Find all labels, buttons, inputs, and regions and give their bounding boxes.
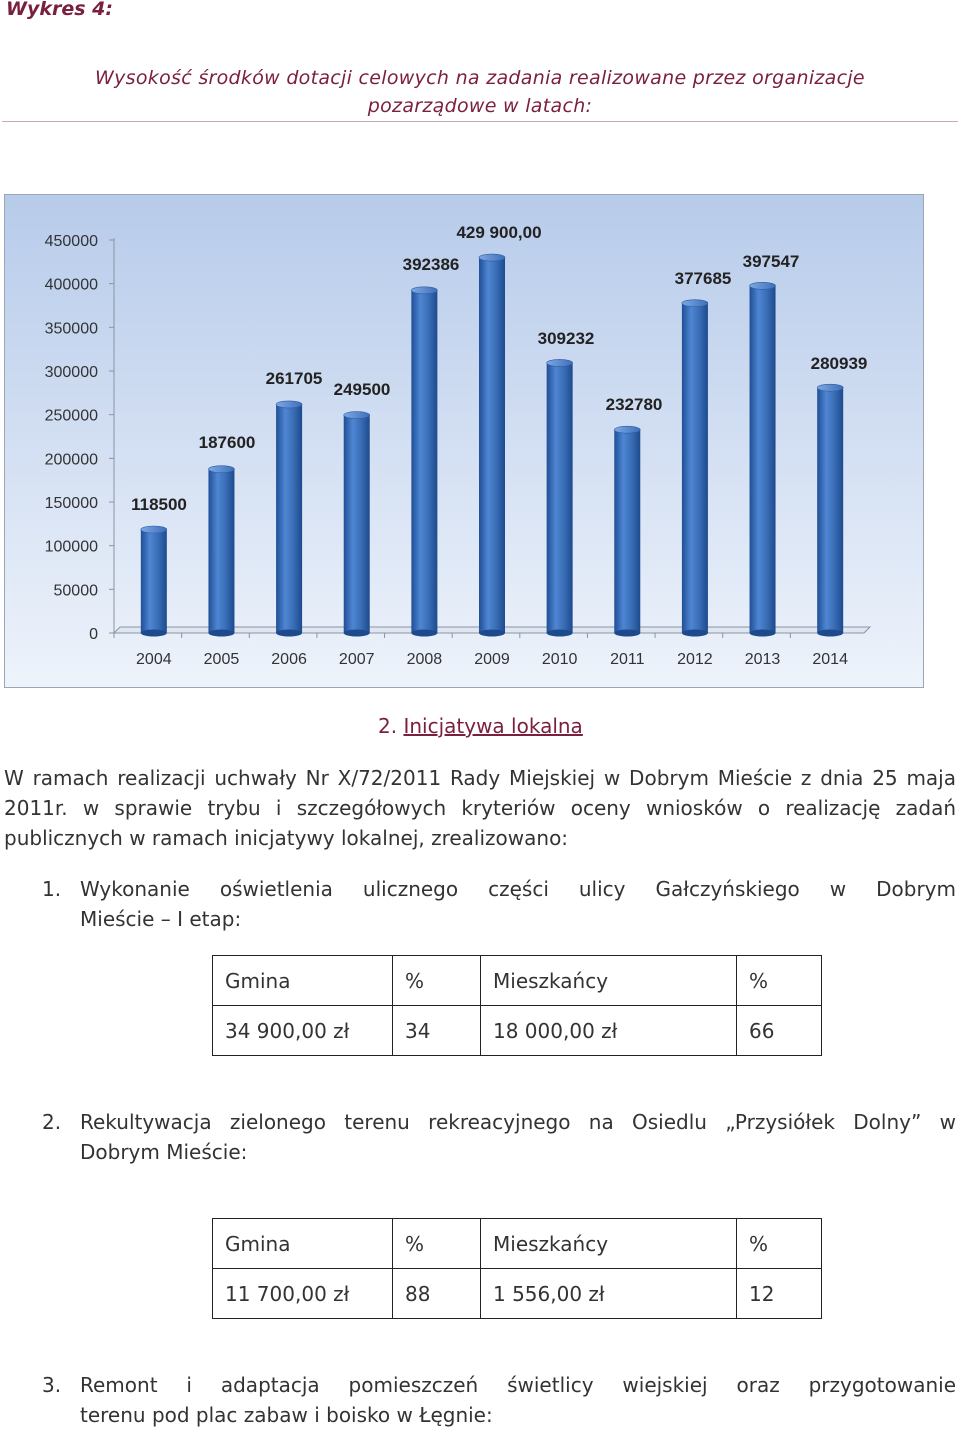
data-label: 397547 [742,252,800,271]
bar-base [141,630,167,637]
table-header-cell: Mieszkańcy [481,1219,737,1269]
x-tick-label: 2014 [812,651,848,668]
bar [208,469,234,633]
bar-cap [547,359,573,366]
bar-base [614,630,640,637]
bar [276,404,302,633]
y-tick-label: 450000 [44,233,98,250]
x-tick-label: 2008 [406,651,443,668]
list-item [42,874,956,934]
bar-cap [141,526,167,533]
x-tick-label: 2005 [203,651,240,668]
figure-label: Wykres 4: [6,0,113,20]
bar-cap [276,401,302,408]
y-tick-label: 50000 [53,582,98,600]
data-label: 309232 [537,329,595,348]
bar-base [817,630,843,637]
section-number: 2. [378,714,398,738]
bar-base [479,630,505,637]
bar [547,363,573,633]
list-item-text-line-1: Rekultywacja zielonego terenu rekreacyjnego na Osiedlu „Przysiółek Dolny” w [80,1110,956,1134]
funding-table-1 [212,955,822,1056]
bar-base [344,630,370,637]
figure-title-line-2: pozarządowe w latach: [367,95,593,117]
bar-cap [344,412,370,419]
bar-cap [208,466,234,473]
y-tick-label: 350000 [44,320,98,338]
bar-cap [817,384,843,391]
bar-base [208,630,234,637]
table-cell: 1 556,00 zł [481,1269,737,1319]
list-item [42,1370,956,1430]
x-tick-label: 2006 [271,651,307,668]
list-item-number: 2. [42,1110,62,1134]
bar-cap [411,287,437,294]
bar [682,303,708,633]
figure-title [20,64,940,120]
section-title: Inicjatywa lokalna [403,714,583,738]
bar-cap [682,300,708,307]
data-label: 261705 [265,369,323,388]
x-tick-label: 2007 [338,651,375,668]
bar-cap [750,282,776,289]
table-cell: 12 [737,1269,822,1319]
y-tick-label: 150000 [44,495,98,512]
title-divider [2,121,958,122]
figure-title-line-1: Wysokość środków dotacji celowych na zadania realizowane przez organizacje [95,67,865,89]
table-header-cell: % [737,1219,822,1269]
list-item [42,1107,956,1167]
bar-base [750,630,776,637]
data-label: 187600 [198,433,256,452]
table-header-cell: % [393,1219,481,1269]
bar [614,430,640,633]
table-cell: 18 000,00 zł [481,1006,737,1056]
list-item-text-line-2: Mieście – I etap: [80,907,242,931]
y-tick-label: 200000 [44,451,98,469]
y-tick-label: 250000 [44,407,98,425]
table-header-cell: Gmina [213,1219,393,1269]
section-paragraph: W ramach realizacji uchwały Nr X/72/2011 Rady Miejskiej w Dobrym Mieście z dnia 25 maja 2011r. w sprawie trybu i szczegółowych kryteriów oceny wniosków o realizację zadań publicznych w ramach inicjatywy lokalnej, zrealizowano: [4,766,956,850]
data-label: 232780 [605,395,663,414]
table-row [213,1006,822,1056]
x-tick-label: 2013 [744,651,781,668]
bar [141,530,167,633]
list-item-text-line-2: terenu pod plac zabaw i boisko w Łęgnie: [80,1403,493,1427]
x-tick-label: 2004 [136,651,172,668]
bar [817,388,843,633]
table-cell: 66 [737,1006,822,1056]
x-tick-label: 2010 [541,651,578,668]
bar-base [547,630,573,637]
list-item-number: 3. [42,1373,62,1397]
table-header-cell: Gmina [213,956,393,1006]
bar [411,290,437,633]
table-header-row [213,956,822,1006]
bar [479,258,505,633]
section-heading [378,714,583,738]
table-header-cell: Mieszkańcy [481,956,737,1006]
x-tick-label: 2012 [677,651,713,668]
bar-cap [479,254,505,261]
list-item-text-line-1: Wykonanie oświetlenia ulicznego części ulicy Gałczyńskiego w Dobrym [80,877,956,901]
funding-table-2 [212,1218,822,1319]
y-tick-label: 300000 [44,364,98,381]
data-label: 377685 [674,269,732,288]
bar-base [276,630,302,637]
x-tick-label: 2009 [474,651,510,668]
list-item-text-line-2: Dobrym Mieście: [80,1140,248,1164]
x-tick-label: 2011 [610,651,645,668]
data-label: 392386 [402,255,460,274]
bar [344,415,370,633]
data-label: 249500 [333,380,391,399]
bar-chart [4,194,924,688]
y-tick-label: 100000 [44,538,98,556]
data-label: 429 900,00 [456,223,542,242]
y-tick-label: 0 [89,626,98,643]
data-label: 280939 [810,354,868,373]
bar-base [411,630,437,637]
table-cell: 88 [393,1269,481,1319]
list-item-text-line-1: Remont i adaptacja pomieszczeń świetlicy wiejskiej oraz przygotowanie [80,1373,956,1397]
data-label: 118500 [131,495,187,514]
table-header-row [213,1219,822,1269]
bar-base [682,630,708,637]
table-cell: 11 700,00 zł [213,1269,393,1319]
table-cell: 34 900,00 zł [213,1006,393,1056]
table-cell: 34 [393,1006,481,1056]
table-header-cell: % [737,956,822,1006]
bar [750,286,776,633]
table-header-cell: % [393,956,481,1006]
bar-cap [614,426,640,433]
table-row [213,1269,822,1319]
y-tick-label: 400000 [44,276,98,294]
list-item-number: 1. [42,877,62,901]
